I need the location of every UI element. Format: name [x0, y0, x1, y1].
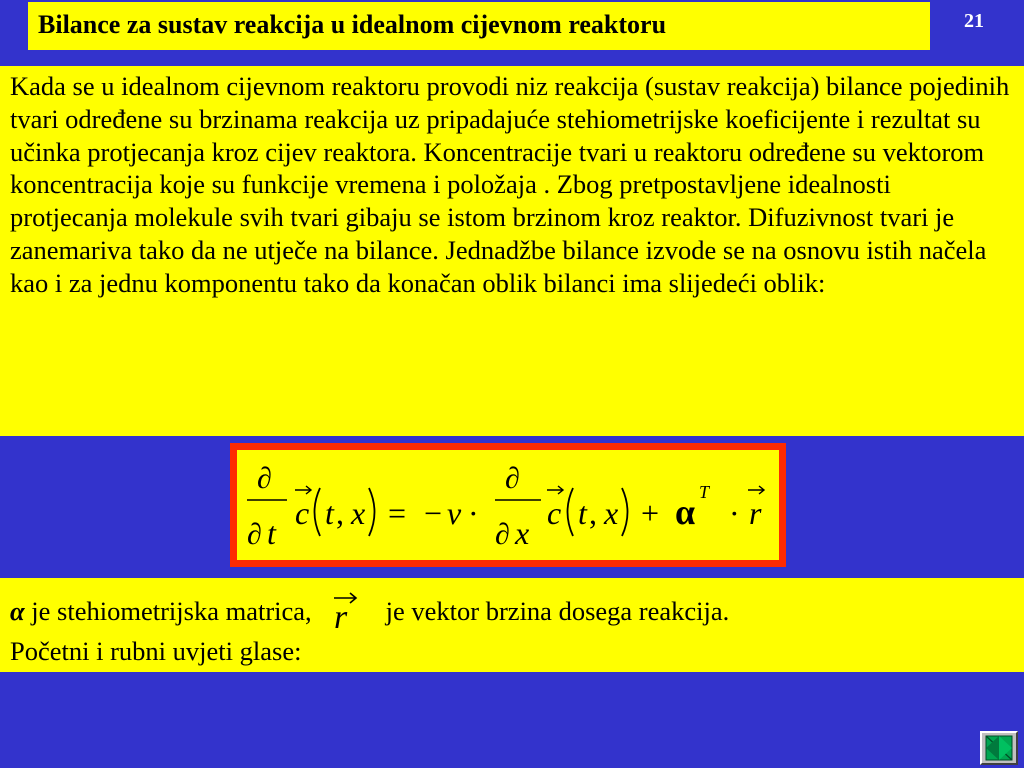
alpha-symbol: α	[10, 596, 25, 626]
eq-vec-arrow-c1	[295, 486, 311, 494]
notes-line-1	[10, 592, 1014, 634]
r-description: je vektor brzina dosega reakcija.	[385, 596, 730, 626]
eq-partial-num-1: ∂	[257, 462, 272, 495]
slide-number: 21	[964, 10, 984, 32]
alpha-description: je stehiometrijska matrica,	[24, 596, 312, 626]
r-vector-symbol	[326, 592, 366, 634]
eq-c-2: c	[547, 495, 562, 531]
equation-panel	[237, 450, 779, 560]
slide-title: Bilance za sustav reakcija u idealnom cijevnom reaktoru	[38, 10, 667, 39]
eq-partial-den-1: ∂	[247, 518, 262, 551]
notes-line-2: Početni i rubni uvjeti glase:	[10, 636, 302, 666]
balance-equation	[237, 450, 779, 560]
eq-plus: +	[641, 495, 660, 531]
eq-arg-x-1: x	[351, 495, 366, 531]
slide-title-box	[28, 2, 930, 50]
eq-dot-1: ·	[468, 495, 479, 531]
eq-dot-2: ·	[729, 495, 740, 531]
navigation-button[interactable]	[980, 731, 1018, 765]
eq-equals: =	[388, 495, 407, 531]
r-vector-letter: r	[333, 599, 347, 634]
eq-comma-2: ,	[589, 495, 597, 531]
eq-partial-den-2: ∂	[495, 518, 510, 551]
eq-c-1: c	[295, 495, 310, 531]
body-paragraph: Kada se u idealnom cijevnom reaktoru provodi niz reakcija (sustav reakcija) bilance pojedinih tvari određene su brzinama reakcija uz pripadajuće stehiometrijske koeficijente i rezultat su učinka protjecanja kroz cijev reaktora. Koncentracije tvari u reaktoru određene su vektorom koncentracija koje su funkcije vremena i položaja . Zbog pretpostavljene idealnosti protjecanja molekule svih tvari gibaju se istom brzinom kroz reaktor. Difuzivnost tvari je zanemariva tako da ne utječe na bilance. Jednadžbe bilance izvode se na osnovu istih načela kao i za jednu komponentu tako da konačan oblik bilanci ima slijedeći oblik:	[10, 71, 1010, 298]
eq-r: r	[749, 495, 762, 531]
equation-frame	[230, 443, 786, 567]
eq-arg-t-2: t	[578, 495, 587, 531]
body-text-box	[0, 66, 1024, 436]
eq-paren-open-2	[568, 488, 574, 536]
navigation-arrows-icon	[982, 733, 1016, 763]
eq-arg-t-1: t	[325, 495, 334, 531]
eq-transpose: T	[699, 482, 710, 502]
eq-alpha: α	[675, 492, 696, 532]
eq-vec-arrow-c2	[547, 486, 563, 494]
eq-arg-x-2: x	[604, 495, 619, 531]
notes-box	[0, 578, 1024, 672]
eq-vec-arrow-r	[748, 486, 764, 494]
eq-partial-num-2: ∂	[505, 462, 520, 495]
eq-paren-close-2	[622, 488, 628, 536]
eq-den-var-x: x	[515, 515, 530, 551]
eq-velocity: v	[447, 495, 462, 531]
eq-minus: −	[424, 495, 443, 531]
eq-paren-close-1	[369, 488, 375, 536]
eq-paren-open-1	[315, 488, 321, 536]
eq-den-var-t: t	[267, 515, 276, 551]
eq-comma-1: ,	[336, 495, 344, 531]
